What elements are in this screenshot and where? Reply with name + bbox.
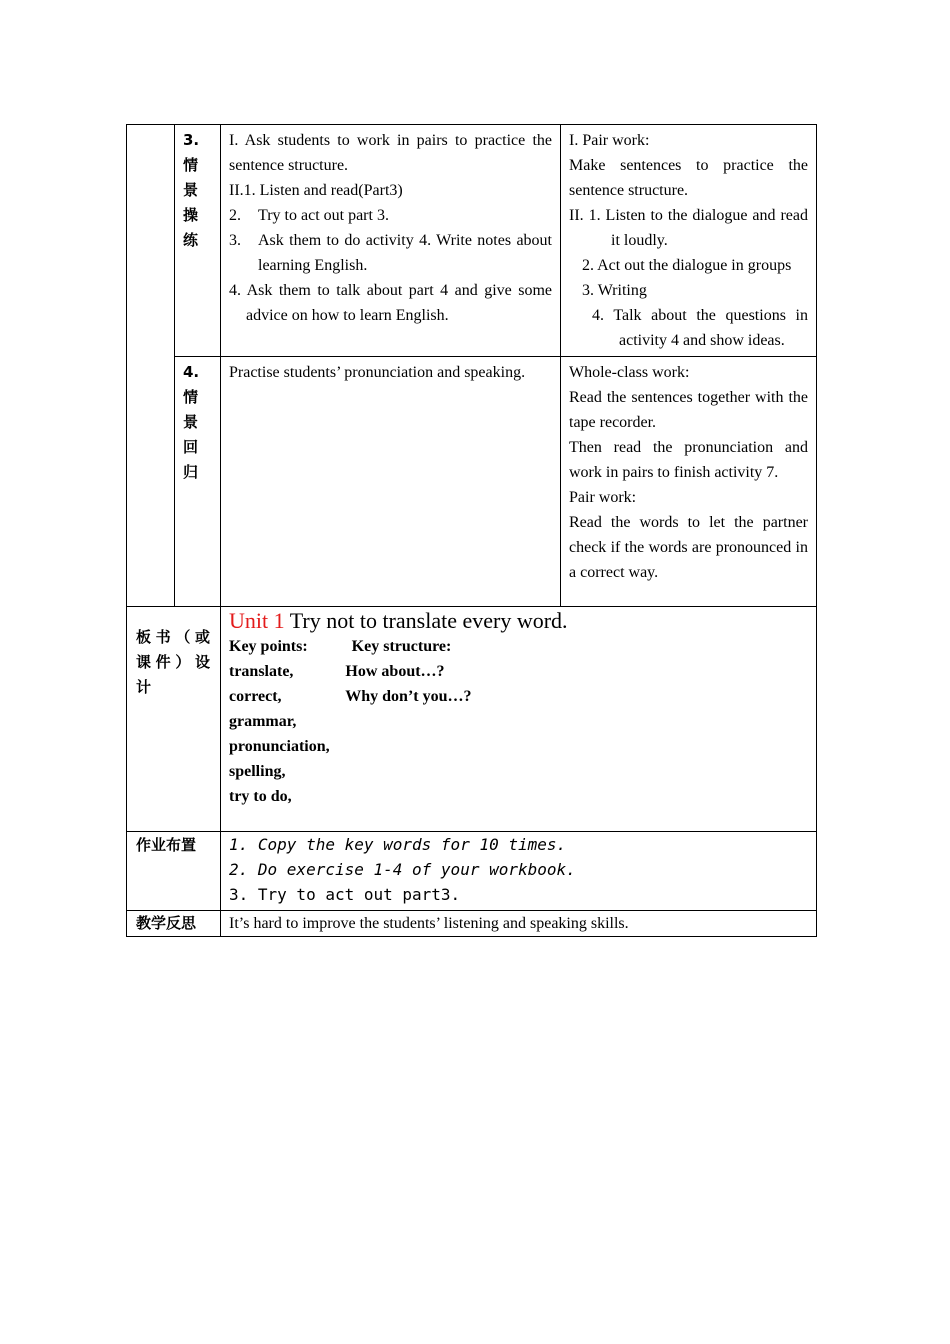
board-line: translate, How about…? [229, 663, 445, 680]
teacher-activity-practice [221, 125, 561, 357]
teacher-numbered-item [229, 203, 552, 228]
step-label-return [175, 357, 221, 607]
step-char: 练 [183, 231, 199, 249]
step-number: 4. [183, 363, 200, 381]
practice-row [127, 125, 817, 357]
student-paragraph: Read the sentences together with the tape recorder. [569, 389, 808, 431]
reflection-label: 教学反思 [136, 914, 197, 932]
lesson-plan-table [126, 124, 817, 937]
board-design-content [221, 607, 817, 832]
board-title-unit: Unit 1 [229, 608, 285, 633]
reflection-row [127, 911, 817, 937]
homework-row [127, 832, 817, 911]
board-line: spelling, [229, 763, 286, 780]
homework-item: 3. Try to act out part3. [229, 885, 461, 904]
teacher-paragraph: 4. Ask them to talk about part 4 and give some advice on how to learn English. [229, 282, 552, 324]
student-paragraph: Pair work: [569, 489, 637, 506]
board-line: Key points: Key structure: [229, 638, 452, 655]
step-char: 景 [183, 413, 199, 431]
student-paragraph: I. Pair work: [569, 132, 650, 149]
teacher-activity-return [221, 357, 561, 607]
reflection-text: It’s hard to improve the students’ listening and speaking skills. [229, 915, 629, 932]
step-char: 情 [183, 388, 199, 406]
stage-label-cell [127, 125, 175, 607]
step-number: 3. [183, 131, 200, 149]
step-char: 情 [183, 156, 199, 174]
board-title-text: Try not to translate every word. [284, 608, 568, 633]
item-text: Ask them to do activity 4. Write notes about learning English. [258, 232, 552, 274]
student-activity-practice [561, 125, 817, 357]
homework-content [221, 832, 817, 911]
student-paragraph: 3. Writing [582, 282, 647, 299]
board-design-label: 板书（或课件）设计 [136, 628, 212, 696]
student-paragraph: Make sentences to practice the sentence structure. [569, 157, 808, 199]
teacher-paragraph: I. Ask students to work in pairs to practice the sentence structure. [229, 132, 552, 174]
item-number: 2. [229, 207, 241, 224]
student-paragraph: 4. Talk about the questions in activity 4 and show ideas. [592, 307, 808, 349]
student-paragraph: Read the words to let the partner check if the words are pronounced in a correct way. [569, 514, 808, 581]
board-title [229, 608, 808, 634]
step-char: 归 [183, 463, 199, 481]
reflection-label-cell [127, 911, 221, 937]
student-activity-return [561, 357, 817, 607]
homework-item: 2. Do exercise 1-4 of your workbook. [229, 860, 576, 879]
homework-item-text: 1. Copy the key words for 10 times. [229, 835, 567, 854]
board-design-row [127, 607, 817, 832]
board-line: correct, Why don’t you…? [229, 688, 472, 705]
board-line: grammar, [229, 713, 297, 730]
item-text: Try to act out part 3. [258, 207, 389, 224]
reflection-content [221, 911, 817, 937]
step-char: 景 [183, 181, 199, 199]
homework-label-cell [127, 832, 221, 911]
return-row [127, 357, 817, 607]
student-paragraph: II. 1. Listen to the dialogue and read it loudly. [569, 207, 808, 249]
teacher-numbered-item [229, 228, 552, 278]
board-line: try to do, [229, 788, 292, 805]
teacher-paragraph: Practise students’ pronunciation and speaking. [229, 364, 526, 381]
step-label-practice [175, 125, 221, 357]
board-design-label-cell [127, 607, 221, 832]
board-line: pronunciation, [229, 738, 330, 755]
step-char: 操 [183, 206, 199, 224]
student-paragraph: Then read the pronunciation and work in pairs to finish activity 7. [569, 439, 808, 481]
student-paragraph: 2. Act out the dialogue in groups [582, 257, 792, 274]
student-paragraph: Whole-class work: [569, 364, 690, 381]
homework-item [229, 832, 808, 857]
homework-label: 作业布置 [136, 836, 197, 854]
step-char: 回 [183, 438, 199, 456]
item-number: 3. [229, 232, 241, 249]
teacher-paragraph: II.1. Listen and read(Part3) [229, 182, 403, 199]
